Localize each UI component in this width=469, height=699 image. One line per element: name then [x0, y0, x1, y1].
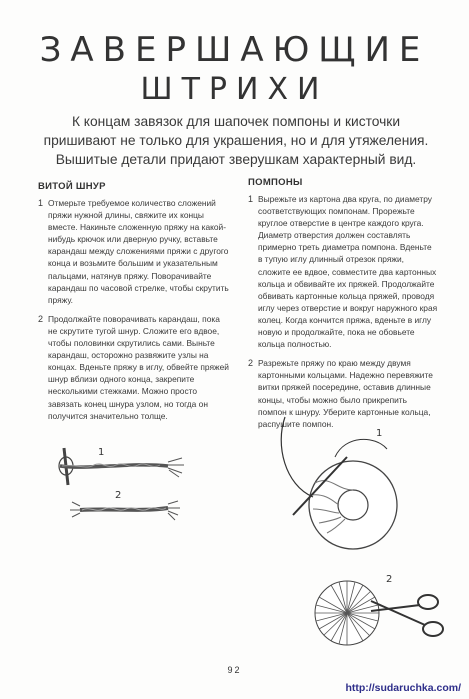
- cord-step-2-number: 2: [38, 313, 44, 324]
- scissors-icon: [371, 595, 443, 636]
- cord-step-2: [38, 313, 230, 422]
- watermark-link[interactable]: http://sudaruchka.com/: [345, 682, 461, 694]
- section-heading-pompoms: ПОМПОНЫ: [248, 177, 303, 188]
- page-title-line-1: ЗАВЕРШАЮЩИЕ: [39, 30, 430, 70]
- cord-figure-2-label: 2: [115, 490, 122, 501]
- yarn-strand: [281, 417, 313, 497]
- section-heading-twisted-cord: ВИТОЙ ШНУР: [38, 181, 106, 192]
- page-title-line-2: ШТРИХИ: [140, 72, 329, 107]
- cardboard-ring-hole: [338, 490, 368, 520]
- finished-cord-tassel: [168, 501, 180, 520]
- pompom-figure-2: [315, 581, 443, 645]
- pompom-step-1-text: Вырежьте из картона два круга, по диаметру соответствующих помпонам. Прорежьте круглое отверстие в центре каждого круга. Диаметр отверстия должен составлять примерно треть диаметра помпона. Вденьте в тупую иглу длинный отрезок пряжи, сложите ее вдвое, совместите два картонных кольца и обвивайте их пряжей. Продолжайте обвивать картонные кольца пряжей, проводя иглу через отверстие и вокруг наружного края колец. Когда кончится пряжа, вденьте в иглу новую и продолжайте, пока не обовьете кольца полностью.: [258, 194, 438, 350]
- pompom-illustration: [275, 405, 450, 660]
- intro-paragraph: К концам завязок для шапочек помпоны и кисточки пришивают не только для украшения, но и для утяжеления. Вышитые детали придают зверушкам характерный вид.: [43, 114, 429, 167]
- pompom-figure-2-label: 2: [386, 574, 393, 585]
- cord-figure-1-label: 1: [98, 447, 105, 458]
- finished-cord-loop-end: [70, 502, 80, 517]
- cord-step-1-number: 1: [38, 198, 44, 208]
- cord-step-1-text: Отмерьте требуемое количество сложений пряжи нужной длины, свяжите их концы вместе. Накиньте сложенную пряжу на какой-нибудь крючок или дверную ручку, вставьте карандаш между сложениями пряжи с другого конца и возьмите большим и указательным пальцами, натянув пряжу. Поворачивайте карандаш по часовой стрелке, чтобы скрутить пряжу.: [48, 198, 229, 305]
- pompom-instructions: [248, 193, 438, 437]
- page-number: 92: [227, 665, 242, 675]
- cord-figure-1: [59, 448, 184, 485]
- pompom-step-2-number: 2: [248, 358, 254, 369]
- pompom-figure-1-label: 1: [376, 428, 383, 439]
- pompom-step-2-text: Разрежьте пряжу по краю между двумя картонными кольцами. Надежно перевяжите витки пряжей посередине, оставив длинные концы, чтобы можно было прикрепить помпон к шнуру. Уберите картонные кольца, распушите помпон.: [258, 358, 433, 429]
- cord-tassel-end: [168, 458, 184, 477]
- cord-step-1: [38, 197, 230, 306]
- cord-figure-2: [70, 501, 180, 520]
- twisted-cord-illustration: [50, 440, 200, 530]
- pompom-step-1: [248, 193, 438, 350]
- pompom-step-1-number: 1: [248, 194, 254, 204]
- cord-step-2-text: Продолжайте поворачивать карандаш, пока не скрутите тугой шнур. Сложите его вдвое, чтобы половинки скрутились сами. Выньте карандаш, осторожно развяжите узлы на концах. Вденьте пряжу в иглу, обвейте пряжей шнур вблизи одного конца, закрепите несколькими стежками. Можно просто завязать конец шнура узлом, но тогда он получится значительно толще.: [48, 313, 229, 421]
- twisted-cord-instructions: [38, 197, 230, 429]
